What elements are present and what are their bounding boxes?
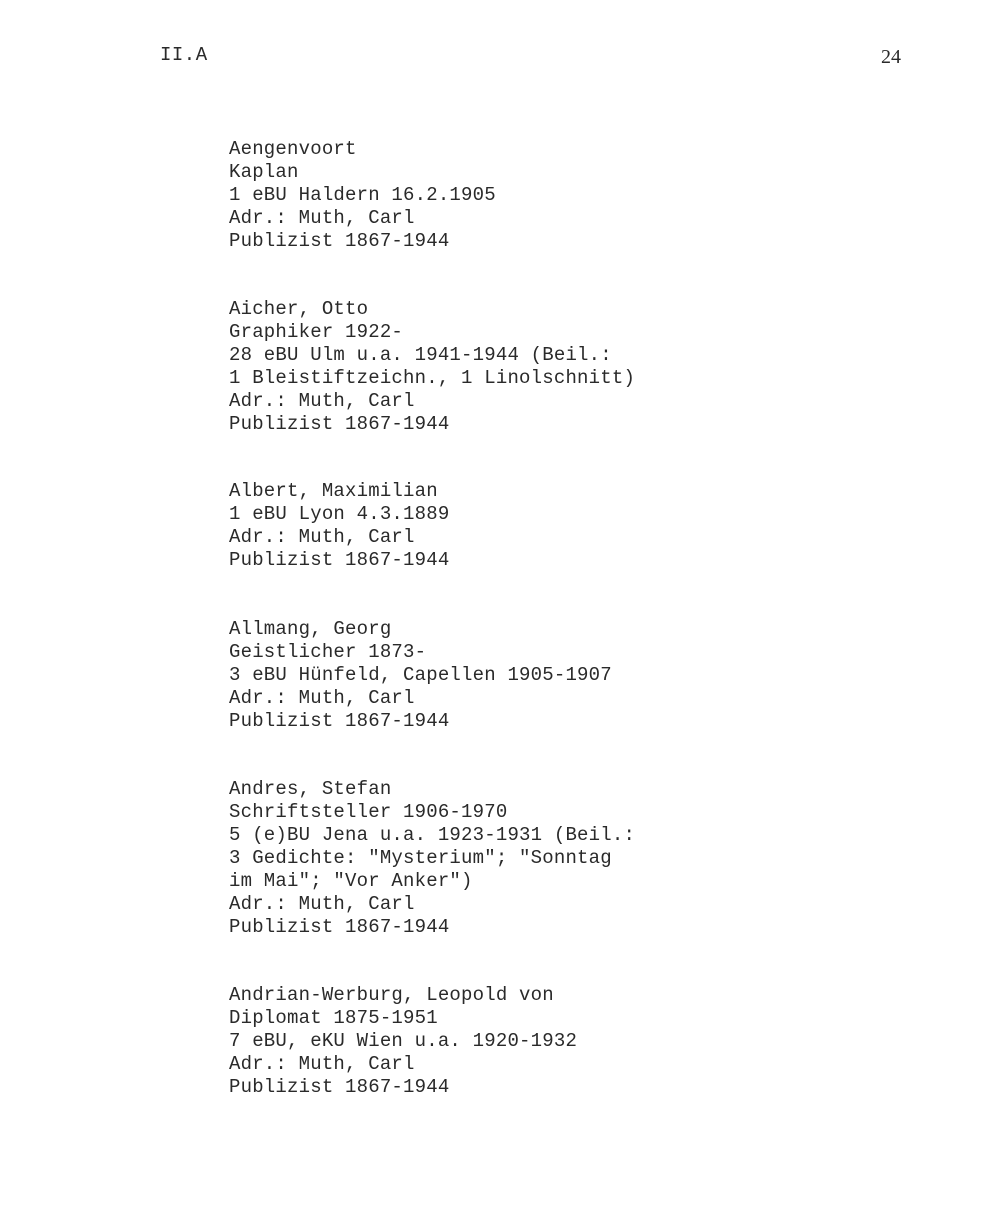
entry-addressee: Adr.: Muth, Carl: [229, 526, 415, 548]
entry-holdings: 7 eBU, eKU Wien u.a. 1920-1932: [229, 1030, 578, 1052]
entry-holdings: 1 eBU Haldern 16.2.1905: [229, 184, 496, 206]
entry-addressee: Adr.: Muth, Carl: [229, 207, 415, 229]
entry-addressee-info: Publizist 1867-1944: [229, 549, 450, 571]
entry-name: Andres, Stefan: [229, 778, 392, 800]
page-number: 24: [881, 46, 901, 68]
catalog-entry-albert: [229, 480, 449, 572]
catalog-entry-aengenvoort: [229, 138, 496, 253]
entry-addressee: Adr.: Muth, Carl: [229, 390, 415, 412]
catalog-entry-andres: [229, 778, 635, 939]
entry-name: Aengenvoort: [229, 138, 357, 160]
entry-holdings-continued: 1 Bleistiftzeichn., 1 Linolschnitt): [229, 367, 636, 389]
catalog-entry-allmang: [229, 618, 612, 733]
entry-addressee-info: Publizist 1867-1944: [229, 413, 450, 435]
entry-holdings-continued: 3 Gedichte: "Mysterium"; "Sonntag: [229, 847, 612, 869]
section-label: II.A: [160, 44, 208, 66]
entry-addressee: Adr.: Muth, Carl: [229, 687, 415, 709]
entry-name: Albert, Maximilian: [229, 480, 438, 502]
entry-occupation: Graphiker 1922-: [229, 321, 404, 343]
entry-holdings: 3 eBU Hünfeld, Capellen 1905-1907: [229, 664, 612, 686]
entry-occupation: Diplomat 1875-1951: [229, 1007, 438, 1029]
entry-occupation: Kaplan: [229, 161, 299, 183]
entry-holdings-continued: im Mai"; "Vor Anker"): [229, 870, 473, 892]
entry-addressee-info: Publizist 1867-1944: [229, 710, 450, 732]
entry-name: Allmang, Georg: [229, 618, 392, 640]
entry-holdings: 5 (e)BU Jena u.a. 1923-1931 (Beil.:: [229, 824, 636, 846]
catalog-entry-andrian-werburg: [229, 984, 577, 1099]
entry-addressee: Adr.: Muth, Carl: [229, 1053, 415, 1075]
entry-addressee: Adr.: Muth, Carl: [229, 893, 415, 915]
entry-holdings: 28 eBU Ulm u.a. 1941-1944 (Beil.:: [229, 344, 612, 366]
entry-occupation: Geistlicher 1873-: [229, 641, 427, 663]
entry-name: Aicher, Otto: [229, 298, 369, 320]
catalog-entry-aicher: [229, 298, 635, 436]
entry-holdings: 1 eBU Lyon 4.3.1889: [229, 503, 450, 525]
entry-addressee-info: Publizist 1867-1944: [229, 230, 450, 252]
entry-occupation: Schriftsteller 1906-1970: [229, 801, 508, 823]
entry-addressee-info: Publizist 1867-1944: [229, 1076, 450, 1098]
entry-name: Andrian-Werburg, Leopold von: [229, 984, 554, 1006]
entry-addressee-info: Publizist 1867-1944: [229, 916, 450, 938]
